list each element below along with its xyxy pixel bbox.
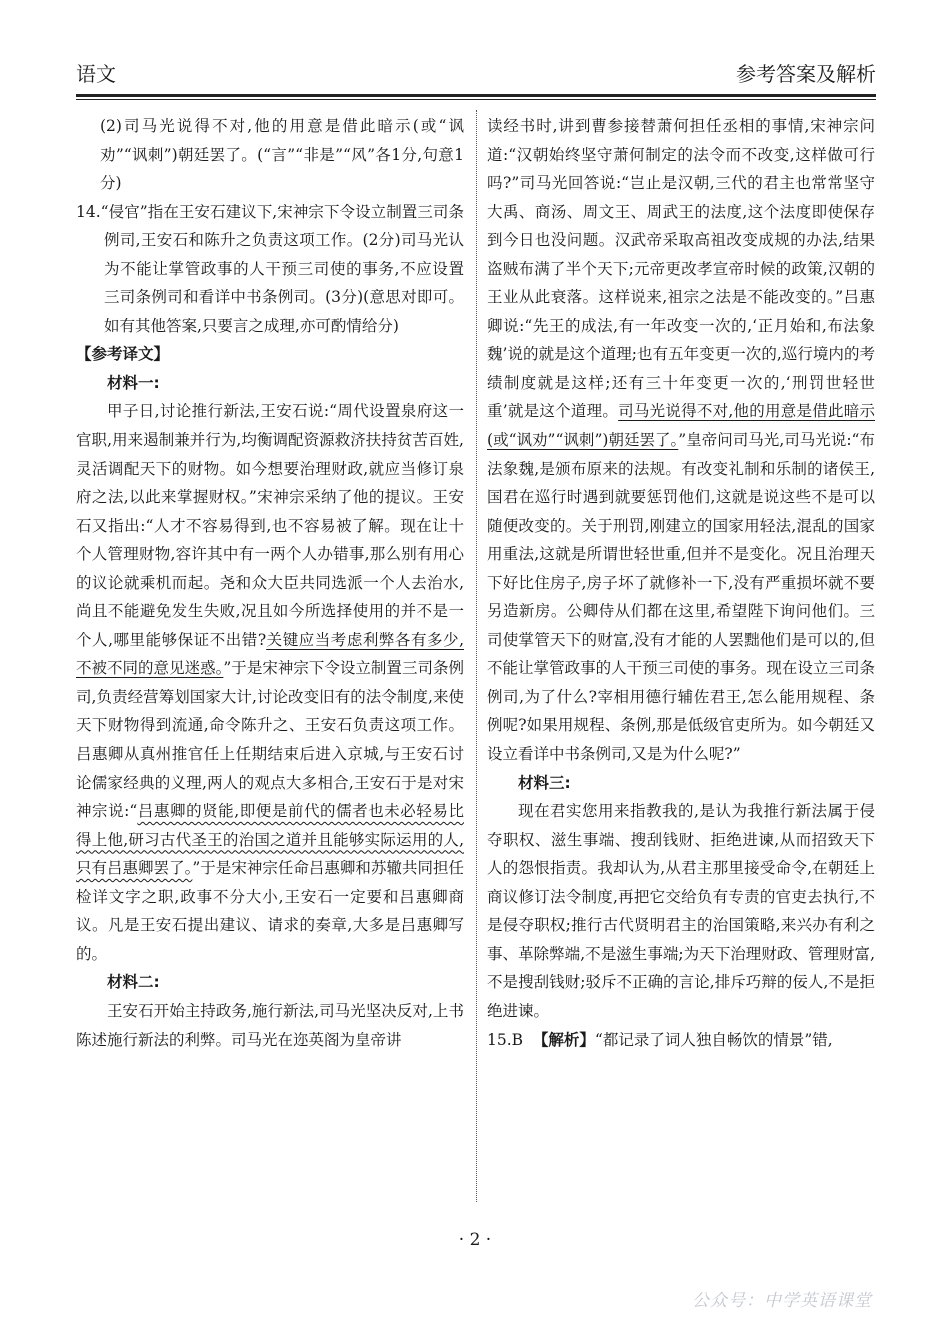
- material-3-title: 材料三:: [518, 773, 571, 792]
- material-2-paragraph-start: 王安石开始主持政务,施行新法,司马光坚决反对,上书陈述施行新法的利弊。司马光在迩英阁为皇帝讲: [76, 1001, 464, 1049]
- material-1-title: 材料一:: [107, 373, 160, 392]
- column-divider: [476, 110, 477, 1202]
- material-2-paragraph-continued: [487, 112, 875, 769]
- header-rule-thin: [76, 99, 876, 100]
- watermark-text: 公众号：中学英语课堂: [692, 1291, 872, 1311]
- m1-underlined-sentence: 关键应当考虑利弊各有多少,不被不同的意见迷惑。: [76, 630, 464, 678]
- subject-label: 语文: [76, 62, 116, 86]
- m1-text-c: ”于是宋神宗任命吕惠卿和苏辙共同担任检详文字之职,政事不分大小,王安石一定要和吕惠卿商议。凡是王安石提出建议、请求的奏章,大多是吕惠卿写的。: [76, 859, 464, 963]
- right-column: [487, 112, 875, 1054]
- answer-15-analysis-tag: 【解析】: [532, 1030, 595, 1049]
- answer-13-2: (2)司马光说得不对,他的用意是借此暗示(或“讽劝”“讽刺”)朝廷罢了。(“言”“非是”“风”各1分,句意1分): [100, 117, 464, 193]
- material-1-paragraph: [76, 397, 464, 968]
- m2-text-b: 读经书时,讲到曹参接替萧何担任丞相的事情,宋神宗问道:“汉朝始终坚守萧何制定的法令而不改变,这样做可行吗?”司马光回答说:“岂止是汉朝,三代的君主也常常坚守大禹、商汤、周文王、周武王的法度,这个法度即使保存到今日也没问题。汉武帝采取高祖改变成规的办法,结果盗贼布满了半个天下;元帝更改孝宣帝时候的政策,汉朝的王业从此衰落。这样说来,祖宗之法是不能改变的。”吕惠卿说:“先王的成法,有一年改变一次的,‘正月始和,布法象魏’说的就是这个道理;也有五年变更一次的,巡行境内的考绩制度就是这样;还有三十年变更一次的,‘刑罚世轻世重’就是这个道理。: [487, 117, 875, 421]
- answer-15-text: “都记录了词人独自畅饮的情景”错,: [594, 1030, 833, 1049]
- m1-text-a: 甲子日,讨论推行新法,王安石说:“周代设置泉府这一官职,用来遏制兼并行为,均衡调配资源救济扶持贫苦百姓,灵活调配天下的财物。如今想要治理财政,就应当修订泉府之法,以此来掌握财权。”宋神宗采纳了他的提议。王安石又指出:“人才不容易得到,也不容易被了解。现在让十个人管理财物,容许其中有一两个人办错事,那么别有用心的议论就乘机而起。尧和众大臣共同选派一个人去治水,尚且不能避免发生失败,况且如今所选择使用的并不是一个人,哪里能够保证不出错?: [76, 402, 464, 649]
- material-3-paragraph: 现在君实您用来指教我的,是认为我推行新法属于侵夺职权、滋生事端、搜刮钱财、拒绝进谏,从而招致天下人的怨恨指责。我却认为,从君主那里接受命令,在朝廷上商议修订法令制度,再把它交给负有专责的官吏去执行,不是侵夺职权;推行古代贤明君主的治国策略,来兴办有利之事、革除弊端,不是滋生事端;为天下治理财政、管理财富,不是搜刮钱财;驳斥不正确的言论,排斥巧辩的佞人,不是拒绝进谏。: [487, 802, 875, 1020]
- section-label: 参考答案及解析: [736, 62, 876, 86]
- header-rule-thick: [76, 94, 876, 97]
- page-header: [76, 58, 876, 94]
- page-number: · 2 ·: [458, 1230, 492, 1250]
- answer-15-number: 15.B: [487, 1030, 524, 1049]
- m2-underlined-sentence: 司马光说得不对,他的用意是借此暗示(或“讽劝”“讽刺”)朝廷罢了。: [487, 402, 875, 450]
- m1-text-b: ”于是宋神宗下令设立制置三司条例司,负责经营筹划国家大计,讨论改变旧有的法令制度,来使天下财物得到流通,命令陈升之、王安石负责这项工作。吕惠卿从真州推官任上任期结束后进入京城,与王安石讨论儒家经典的义理,两人的观点大多相合,王安石于是对宋神宗说:“: [76, 659, 464, 821]
- material-2-title: 材料二:: [107, 973, 160, 992]
- answer-14: 14.“侵官”指在王安石建议下,宋神宗下令设立制置三司条例司,王安石和陈升之负责这项工作。(2分)司马光认为不能让掌管政事的人干预三司使的事务,不应设置三司条例司和看详中书条例司。(3分)(意思对即可。如有其他答案,只要言之成理,亦可酌情给分): [76, 202, 464, 335]
- m1-wavy-underlined-sentence: 吕惠卿的贤能,即便是前代的儒者也未必轻易比得上他,研习古代圣王的治国之道并且能够实际运用的人,只有吕惠卿罢了。: [76, 802, 464, 878]
- m2-text-c: ”皇帝问司马光,司马光说:“布法象魏,是颁布原来的法规。有改变礼制和乐制的诸侯王,国君在巡行时遇到就要惩罚他们,这就是说这些不是可以随便改变的。关于刑罚,刚建立的国家用轻法,混乱的国家用重法,这就是所谓世轻世重,但并不是变化。况且治理天下好比住房子,房子坏了就修补一下,没有严重损坏就不要另造新房。公卿侍从们都在这里,希望陛下询问他们。三司使掌管天下的财富,没有才能的人罢黜他们是可以的,但不能让掌管政事的人干预三司使的事务。现在设立三司条例司,为了什么?宰相用德行辅佐君王,怎么能用规程、条例呢?如果用规程、条例,那是低级官吏所为。如今朝廷又设立看详中书条例司,又是为什么呢?”: [487, 431, 875, 764]
- left-column: [76, 112, 464, 1054]
- reference-translation-title: 【参考译文】: [76, 345, 170, 364]
- answer-15: [487, 1026, 875, 1055]
